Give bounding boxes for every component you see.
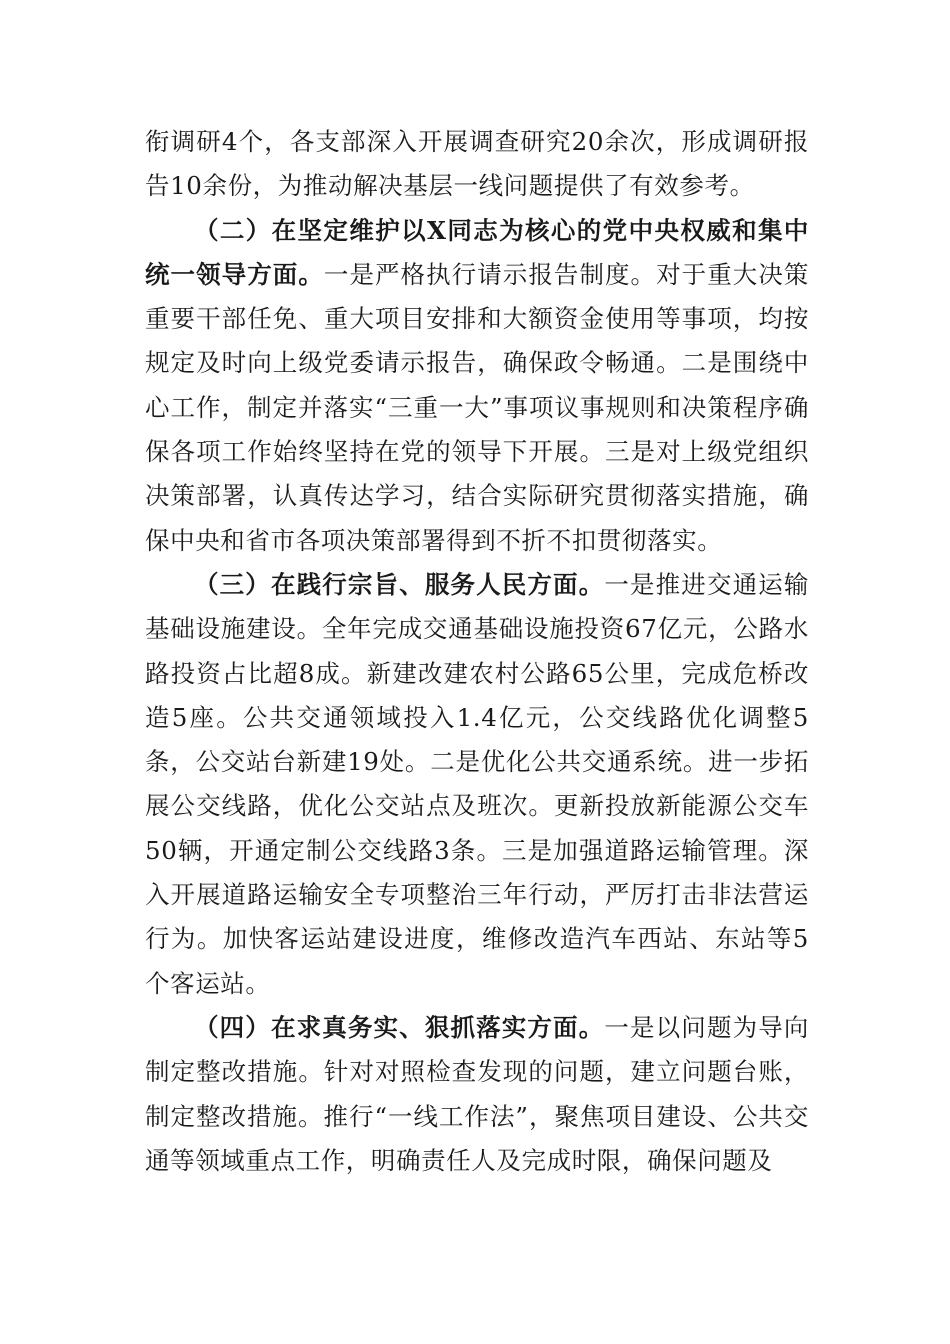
section-heading-4: （四）在求真务实、狠抓落实方面。 (194, 1012, 605, 1042)
paragraph-1-text: 衔调研4个，各支部深入开展调查研究20余次，形成调研报告10余份，为推动解决基层一线问题提供了有效参考。 (145, 127, 809, 201)
paragraph-1 (145, 120, 809, 209)
paragraph-2-text: 一是严格执行请示报告制度。对于重大决策重要干部任免、重大项目安排和大额资金使用等事项，均按规定及时向上级党委请示报告，确保政令畅通。二是围绕中心工作，制定并落实“三重一大”事项议事规则和决策程序确保各项工作始终坚持在党的领导下开展。三是对上级党组织决策部署，认真传达学习，结合实际研究贯彻落实措施，确保中央和省市各项决策部署得到不折不扣贯彻落实。 (145, 259, 809, 555)
document-body (145, 120, 809, 1183)
paragraph-3-text: 一是推进交通运输基础设施建设。全年完成交通基础设施投资67亿元，公路水路投资占比超8成。新建改建农村公路65公里，完成危桥改造5座。公共交通领域投入1.4亿元，公交线路优化调整5条，公交站台新建19处。二是优化公共交通系统。进一步拓展公交线路，优化公交站点及班次。更新投放新能源公交车50辆，开通定制公交线路3条。三是加强道路运输管理。深入开展道路运输安全专项整治三年行动，严厉打击非法营运行为。加快客运站建设进度，维修改造汽车西站、东站等5个客运站。 (145, 569, 809, 998)
paragraph-4 (145, 1006, 809, 1183)
section-heading-3: （三）在践行宗旨、服务人民方面。 (194, 569, 605, 599)
paragraph-2 (145, 209, 809, 563)
paragraph-3 (145, 563, 809, 1006)
section-heading-2: （二）在坚定维护以X同志为核心的党中央权威和集中统一领导方面。 (145, 215, 809, 289)
paragraph-4-text: 一是以问题为导向制定整改措施。针对对照检查发现的问题，建立问题台账，制定整改措施。推行“一线工作法”，聚焦项目建设、公共交通等领域重点工作，明确责任人及完成时限，确保问题及 (145, 1012, 809, 1175)
